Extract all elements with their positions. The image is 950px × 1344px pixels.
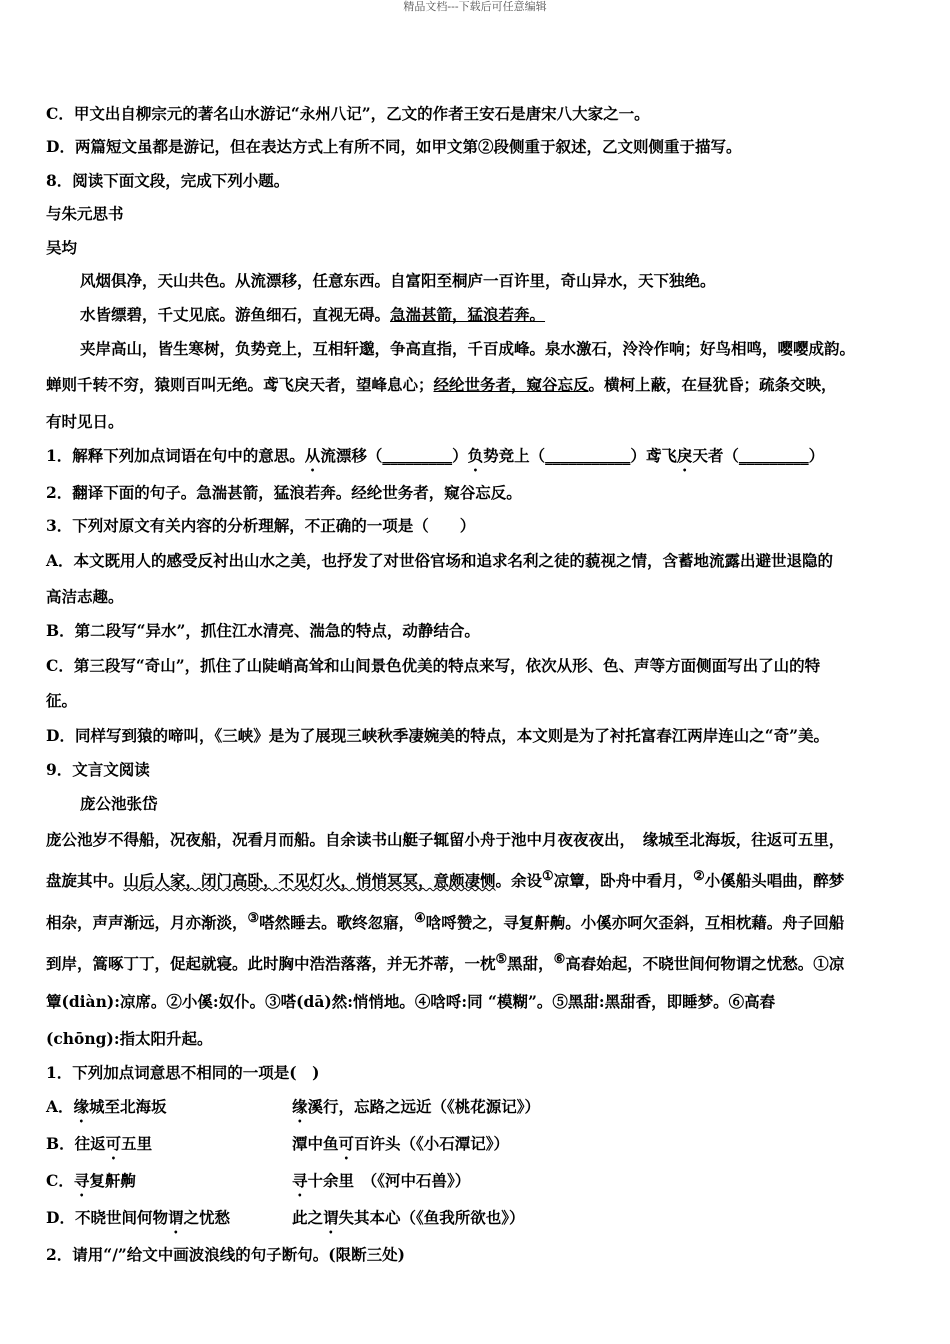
dotted-word: 谓 bbox=[167, 1208, 184, 1228]
option-right bbox=[292, 1200, 525, 1237]
q9-sub1-option bbox=[46, 1200, 916, 1237]
footnote-mark: ② bbox=[693, 869, 705, 884]
option-text: 之忧愁 bbox=[183, 1208, 230, 1228]
q8-sub3-option-a-line1: A．本文既用人的感受反衬出山水之美，也抒发了对世俗官场和追求名利之徒的藐视之情，含蓄地流露出避世退隐的 bbox=[46, 551, 834, 570]
page-header: 精品文档---下载后可任意编辑 bbox=[403, 0, 547, 13]
q9-text-line1: 庞公池岁不得船，况夜船，况看月而船。自余读书山艇子辄留小舟于池中月夜夜夜出， 缘城至北海坂，往返可五里， bbox=[46, 830, 845, 849]
option-text: 此之 bbox=[292, 1208, 324, 1228]
q8-sub2: 2．翻译下面的句子。急湍甚箭，猛浪若奔。经纶世务者，窥谷忘反。 bbox=[46, 483, 522, 502]
q7-option-c: C．甲文出自柳宗元的著名山水游记“永州八记”，乙文的作者王安石是唐宋八大家之一。 bbox=[46, 104, 650, 123]
q9-sub1-option bbox=[46, 1126, 916, 1163]
option-left bbox=[46, 1126, 292, 1163]
q9-intro: 9．文言文阅读 bbox=[46, 760, 150, 779]
q8-intro: 8．阅读下面文段，完成下列小题。 bbox=[46, 171, 290, 190]
option-right bbox=[292, 1126, 509, 1163]
dotted-word: 可 bbox=[105, 1134, 122, 1154]
q9-text: 凉簟，卧舟中看月， bbox=[553, 871, 694, 891]
q8-para3-line3: 有时见日。 bbox=[46, 412, 124, 431]
q8-author: 吴均 bbox=[46, 238, 78, 257]
q8-title: 与朱元思书 bbox=[46, 204, 124, 223]
q9-sub1: 1．下列加点词意思不相同的一项是( ) bbox=[46, 1063, 320, 1083]
option-right bbox=[292, 1089, 540, 1126]
answer-blank-1[interactable]: _________ bbox=[382, 446, 453, 465]
dotted-word: 寻 bbox=[292, 1171, 308, 1191]
q9-sub1-option bbox=[46, 1089, 916, 1126]
q9-text: 高舂始起，不晓世间何物谓之忧愁。①凉 bbox=[565, 954, 845, 974]
q9-text: 到岸，篙啄丁丁，促起就寝。此时胸中浩浩落落，并无芥蒂，一枕 bbox=[46, 954, 496, 974]
q8-sub1-text: 流漂移（ bbox=[320, 446, 383, 465]
q8-sub3-option-b: B．第二段写“异水”，抓住江水清亮、湍急的特点，动静结合。 bbox=[46, 621, 480, 640]
q9-text-line4 bbox=[46, 941, 916, 983]
answer-blank-3[interactable]: _________ bbox=[738, 446, 809, 465]
q9-text: 。余设 bbox=[495, 871, 543, 891]
dotted-word: 负 bbox=[467, 446, 484, 465]
q8-para2 bbox=[46, 298, 916, 331]
q8-para3-line2 bbox=[46, 366, 916, 404]
option-left bbox=[46, 1163, 292, 1200]
footnote-mark: ⑤ bbox=[495, 952, 508, 968]
q8-sub1-text: 势竞上（ bbox=[483, 446, 546, 465]
option-left bbox=[46, 1089, 292, 1126]
footnote-mark: ③ bbox=[247, 911, 260, 927]
q9-text-line3 bbox=[46, 900, 916, 941]
q9-text: 盘旋其中。 bbox=[46, 871, 124, 891]
q8-sub1 bbox=[46, 440, 916, 475]
q8-sub3-option-c-line2: 征。 bbox=[46, 691, 78, 710]
q9-sub1-options bbox=[46, 1089, 916, 1237]
q8-sub3: 3．下列对原文有关内容的分析理解，不正确的一项是（ ） bbox=[46, 516, 476, 535]
option-text: 失其本心（《鱼我所欲也》） bbox=[338, 1208, 525, 1228]
dotted-word: 谓 bbox=[323, 1208, 339, 1228]
q8-para3-line1: 夹岸高山，皆生寒树，负势竞上，互相轩邈，争高直指，千百成峰。泉水激石，泠泠作响；好鸟相鸣，嘤嘤成韵。 bbox=[80, 339, 856, 358]
q9-text: 黑甜， bbox=[507, 954, 554, 974]
q9-text: 嗒然睡去。歌终忽寤， bbox=[259, 913, 415, 933]
q8-sub1-prompt: 1．解释下列加点词语在句中的意思。 bbox=[46, 446, 305, 465]
option-text: 百许头（《小石潭记》） bbox=[354, 1134, 510, 1154]
option-text: 十余里 （《河中石兽》） bbox=[307, 1171, 471, 1191]
q9-sub1-option bbox=[46, 1163, 916, 1200]
q8-para1: 风烟俱净，天山共色。从流漂移，任意东西。自富阳至桐庐一百许里，奇山异水，天下独绝。 bbox=[80, 271, 716, 290]
option-key: B． bbox=[46, 1134, 75, 1154]
q9-text: 小傒船头唱曲，醉梦 bbox=[704, 871, 845, 891]
option-key: D． bbox=[46, 1208, 75, 1228]
q9-text-line2 bbox=[46, 858, 916, 900]
footnote-mark: ⑥ bbox=[553, 952, 566, 968]
option-left bbox=[46, 1200, 292, 1237]
q9-notes-line2: (chōng):指太阳升起。 bbox=[46, 1029, 213, 1049]
answer-blank-2[interactable]: ___________ bbox=[545, 446, 631, 465]
dotted-word: 从 bbox=[304, 446, 321, 465]
dotted-word: 寻 bbox=[73, 1171, 90, 1191]
q8-para3-underlined: 经纶世务者，窥谷忘反 bbox=[433, 375, 589, 394]
q8-para2-underlined: 急湍甚箭，猛浪若奔。 bbox=[390, 305, 546, 324]
option-text: 复鼾齁 bbox=[89, 1171, 136, 1191]
q7-option-d: D．两篇短文虽都是游记，但在表达方式上有所不同，如甲文第②段侧重于叙述，乙文则侧重于描写。 bbox=[46, 137, 742, 156]
option-text: 往返 bbox=[74, 1134, 106, 1154]
q9-text: 相杂，声声渐远，月亦渐淡， bbox=[46, 913, 248, 933]
footnote-mark: ④ bbox=[414, 911, 426, 927]
q9-text: 唅哷赞之，寻复鼾齁。小傒亦呵欠歪斜，互相枕藉。舟子回船 bbox=[425, 913, 845, 933]
q9-wavy-sentence: 山后人家，闭门高卧，不见灯火，悄悄冥冥，意颇凄恻 bbox=[123, 871, 496, 891]
footnote-mark: ① bbox=[542, 869, 554, 884]
q8-para3-text2: 。横柯上蔽，在昼犹昏；疏条交映， bbox=[588, 375, 837, 394]
q9-title: 庞公池张岱 bbox=[80, 794, 158, 813]
dotted-word: 缘 bbox=[292, 1097, 308, 1117]
option-text: 潭中鱼 bbox=[292, 1134, 339, 1154]
option-key: A． bbox=[46, 1097, 74, 1117]
q8-para3-text: 蝉则千转不穷，猿则百叫无绝。鸢飞戾天者，望峰息心； bbox=[46, 375, 434, 394]
q8-sub1-text: ）鸢飞 bbox=[630, 446, 677, 465]
option-text: 城至北海坂 bbox=[89, 1097, 167, 1117]
dotted-word: 可 bbox=[338, 1134, 355, 1154]
option-text: 不晓世间何物 bbox=[74, 1208, 168, 1228]
q8-sub1-text: ） bbox=[808, 446, 825, 465]
q8-sub1-text: 天者（ bbox=[692, 446, 739, 465]
q8-sub3-option-a-line2: 高洁志趣。 bbox=[46, 587, 124, 606]
q8-para2-text: 水皆缥碧，千丈见底。游鱼细石，直视无碍。 bbox=[80, 305, 391, 324]
option-text: 五里 bbox=[121, 1134, 153, 1154]
dotted-word: 戾 bbox=[676, 446, 693, 465]
q8-sub3-option-c-line1: C．第三段写“奇山”，抓住了山陡峭高耸和山间景色优美的特点来写，依次从形、色、声等方面侧面写出了山的特 bbox=[46, 656, 821, 675]
q8-sub1-text: ） bbox=[452, 446, 468, 465]
dotted-word: 缘 bbox=[73, 1097, 90, 1117]
option-text: 溪行，忘路之远近（《桃花源记》） bbox=[307, 1097, 541, 1117]
q9-notes-line1: 簟(diàn):凉席。②小傒:奴仆。③嗒(dā)然:悄悄地。④唅哷:同 “模糊”。⑤黑甜:黑甜香，即睡梦。⑥高舂 bbox=[46, 992, 776, 1012]
option-key: C． bbox=[46, 1171, 74, 1191]
q8-sub3-option-d: D．同样写到猿的啼叫，《三峡》是为了展现三峡秋季凄婉美的特点，本文则是为了衬托富春江两岸连山之“奇”美。 bbox=[46, 726, 830, 745]
document-body bbox=[46, 98, 916, 1272]
q9-sub2: 2．请用“/”给文中画波浪线的句子断句。(限断三处) bbox=[46, 1245, 405, 1265]
option-right bbox=[292, 1163, 470, 1200]
